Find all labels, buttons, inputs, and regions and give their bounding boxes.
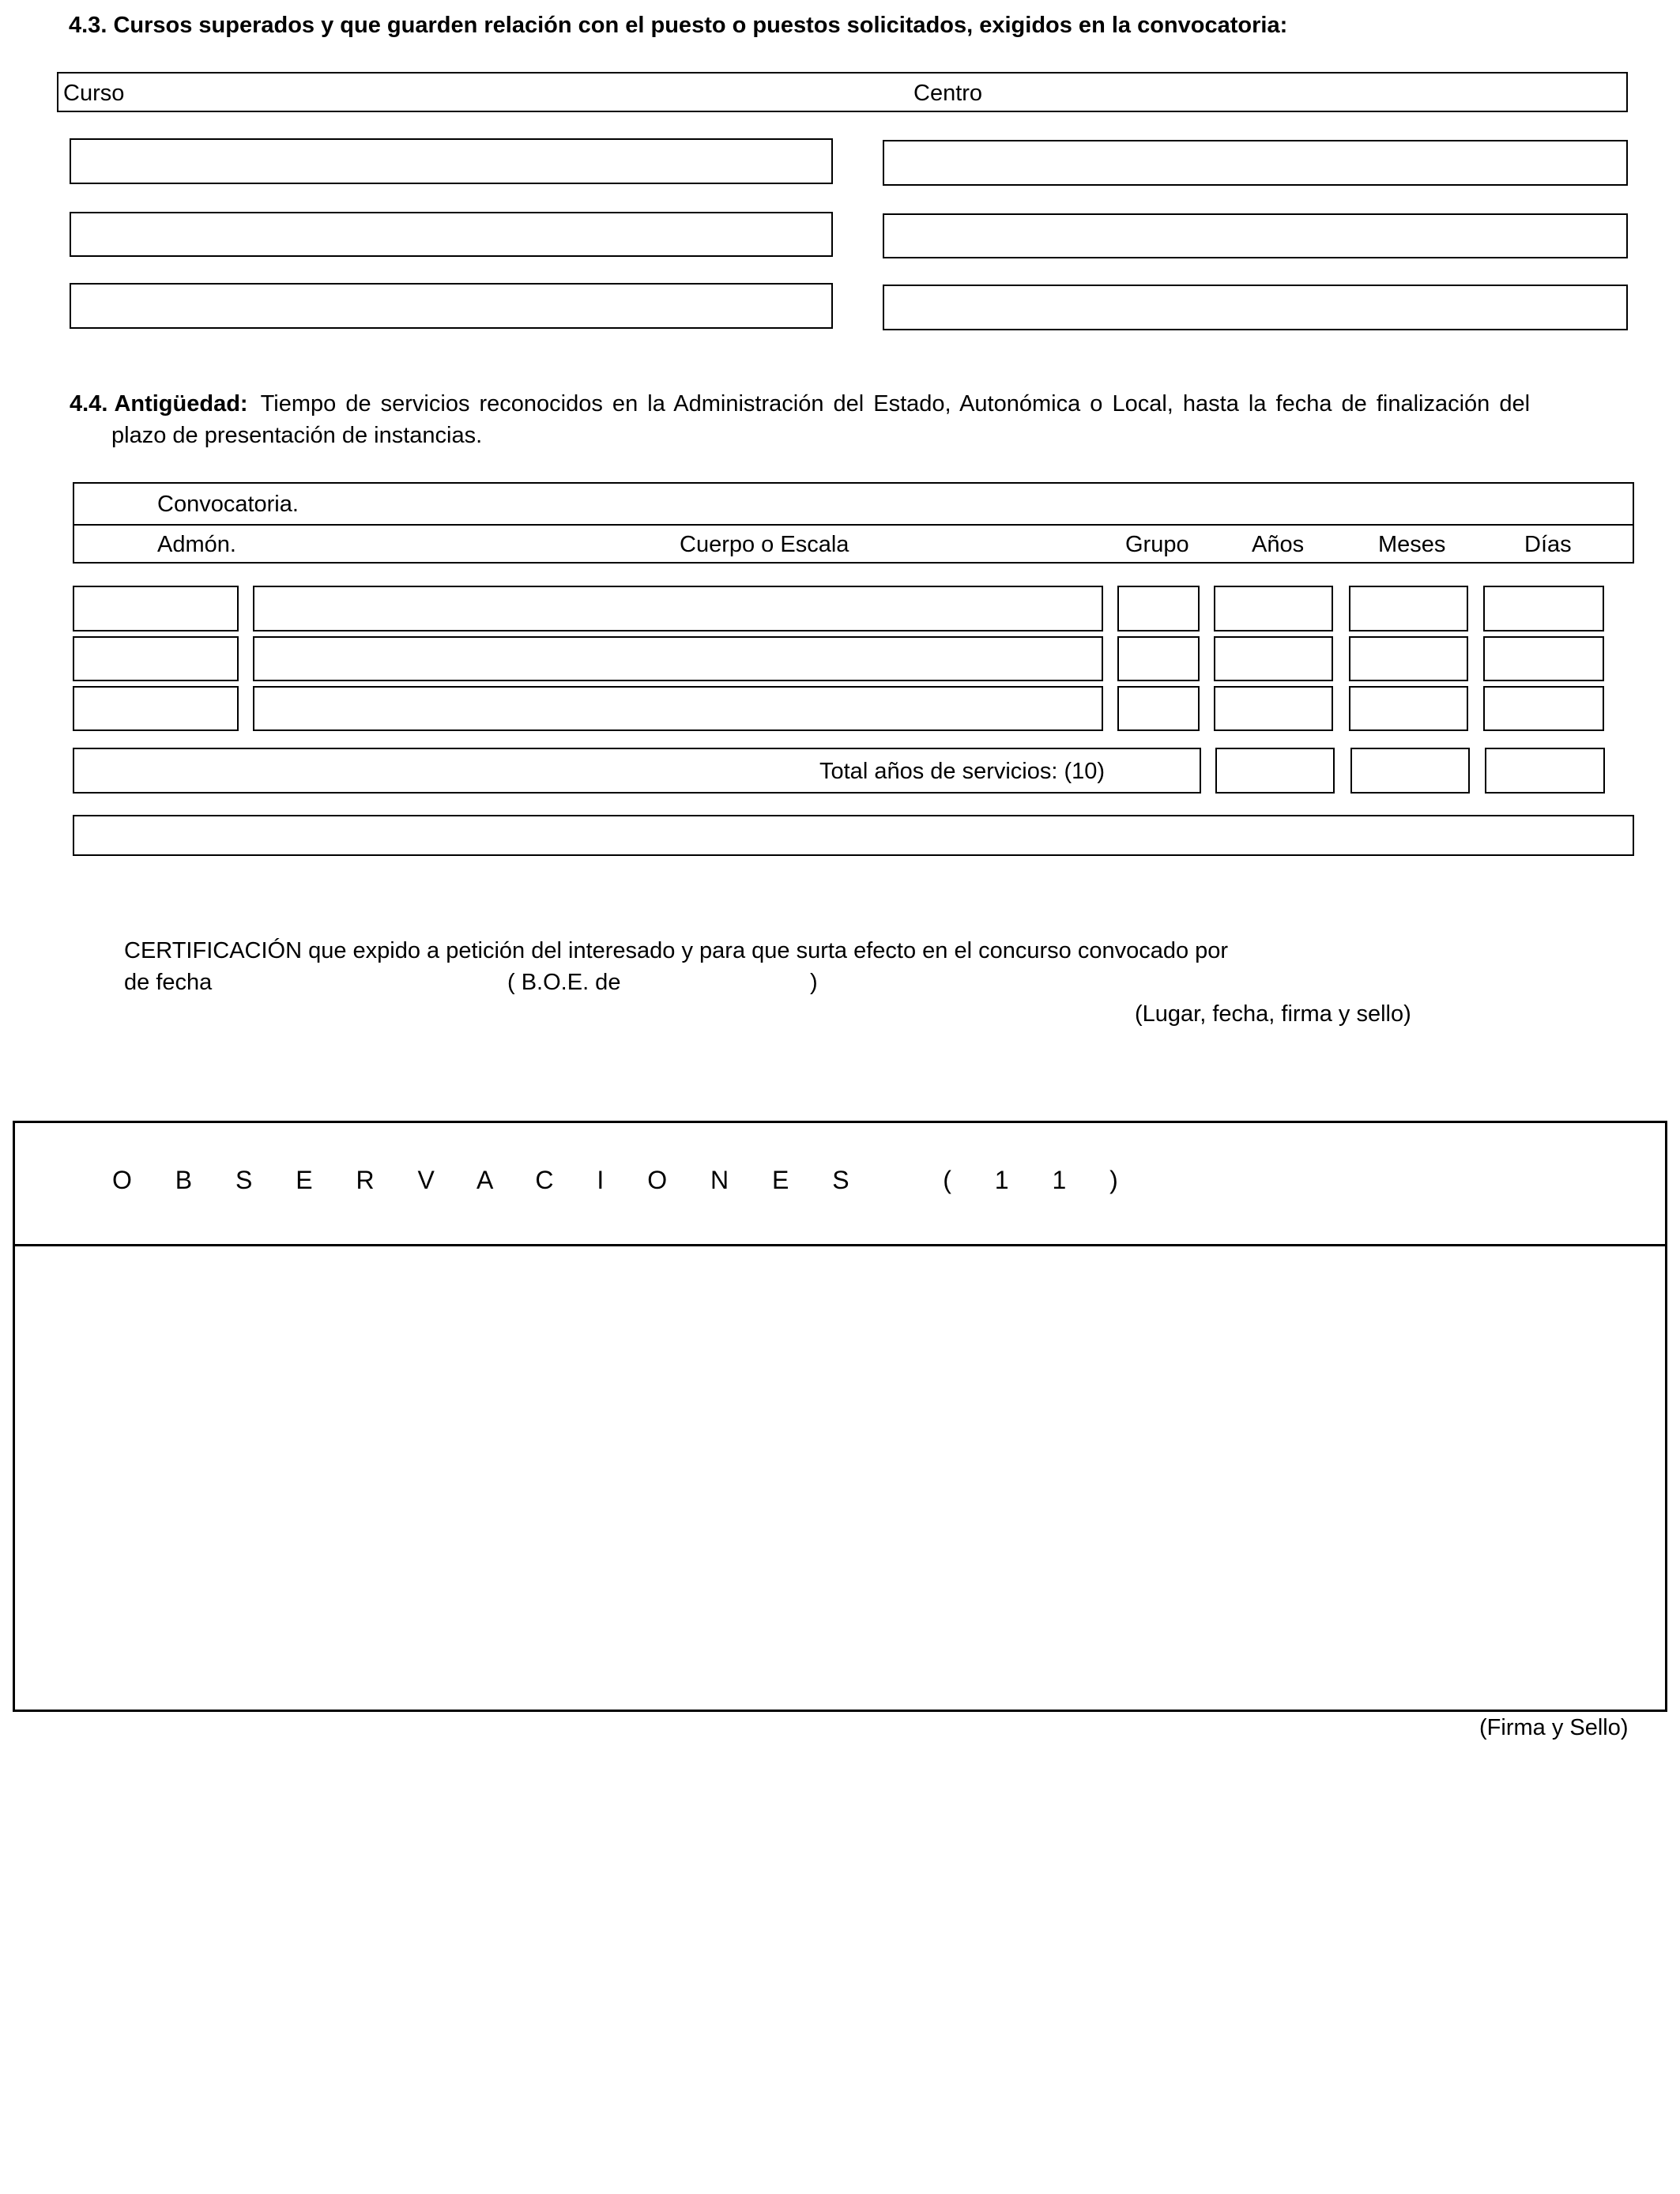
anos-field-1[interactable] (1214, 586, 1333, 631)
meses-field-3[interactable] (1349, 686, 1468, 731)
section-4-3-heading (69, 11, 1287, 40)
col-cuerpo-label: Cuerpo o Escala (680, 532, 849, 557)
section-4-4-desc-line1: Tiempo de servicios reconocidos en la Administración del Estado, Autonómica o Local, hasta la fecha de finalización del (260, 391, 1531, 417)
section-4-3-title: Cursos superados y que guarden relación con el puesto o puestos solicitados, exigidos en la convocatoria: (113, 13, 1288, 38)
anos-field-2[interactable] (1214, 636, 1333, 681)
courses-header-row (57, 72, 1628, 112)
centro-field-3[interactable] (883, 285, 1628, 330)
section-4-3-number: 4.3. (69, 13, 107, 38)
col-curso-label: Curso (63, 81, 125, 106)
total-label-box (73, 748, 1201, 794)
total-dias-field[interactable] (1485, 748, 1605, 794)
section-4-4-desc-line2: plazo de presentación de instancias. (111, 423, 483, 448)
col-anos-label: Años (1252, 532, 1305, 557)
meses-field-2[interactable] (1349, 636, 1468, 681)
col-admon-label: Admón. (157, 532, 236, 557)
section-4-4-title: Antigüedad: (114, 391, 248, 417)
dias-field-3[interactable] (1483, 686, 1604, 731)
grupo-field-1[interactable] (1117, 586, 1200, 631)
observations-divider (15, 1244, 1665, 1246)
grupo-field-2[interactable] (1117, 636, 1200, 681)
admon-field-1[interactable] (73, 586, 239, 631)
total-meses-field[interactable] (1350, 748, 1470, 794)
header-divider (74, 524, 1633, 526)
curso-field-2[interactable] (70, 212, 833, 257)
certification-de-fecha: de fecha (124, 970, 213, 995)
observations-content[interactable] (15, 1248, 1665, 1710)
grupo-field-3[interactable] (1117, 686, 1200, 731)
cuerpo-field-1[interactable] (253, 586, 1103, 631)
total-label: Total años de servicios: (10) (819, 759, 1106, 784)
observations-box (13, 1121, 1667, 1712)
certification-line1: CERTIFICACIÓN que expido a petición del interesado y para que surta efecto en el concurso convocado por (124, 938, 1229, 963)
section-4-4-line1 (70, 390, 1530, 418)
col-grupo-label: Grupo (1125, 532, 1189, 557)
admon-field-2[interactable] (73, 636, 239, 681)
dias-field-2[interactable] (1483, 636, 1604, 681)
seniority-table-header (73, 482, 1634, 564)
section-4-4-number: 4.4. (70, 391, 108, 417)
convocatoria-label: Convocatoria. (157, 492, 299, 517)
curso-field-1[interactable] (70, 138, 833, 184)
cuerpo-field-2[interactable] (253, 636, 1103, 681)
curso-field-3[interactable] (70, 283, 833, 329)
col-meses-label: Meses (1378, 532, 1446, 557)
dias-field-1[interactable] (1483, 586, 1604, 631)
col-centro-label: Centro (913, 81, 983, 106)
centro-field-2[interactable] (883, 213, 1628, 258)
cuerpo-field-3[interactable] (253, 686, 1103, 731)
centro-field-1[interactable] (883, 140, 1628, 186)
anos-field-3[interactable] (1214, 686, 1333, 731)
meses-field-1[interactable] (1349, 586, 1468, 631)
certification-boe-open: ( B.O.E. de (507, 970, 621, 995)
admon-field-3[interactable] (73, 686, 239, 731)
blank-bar (73, 815, 1634, 856)
certification-signature-note: (Lugar, fecha, firma y sello) (1135, 1001, 1411, 1027)
observations-signature-note: (Firma y Sello) (1479, 1715, 1629, 1740)
certification-boe-close: ) (810, 970, 818, 995)
col-dias-label: Días (1524, 532, 1572, 557)
observations-title: O B S E R V A C I O N E S ( 1 1 ) (112, 1166, 1136, 1194)
total-anos-field[interactable] (1215, 748, 1335, 794)
